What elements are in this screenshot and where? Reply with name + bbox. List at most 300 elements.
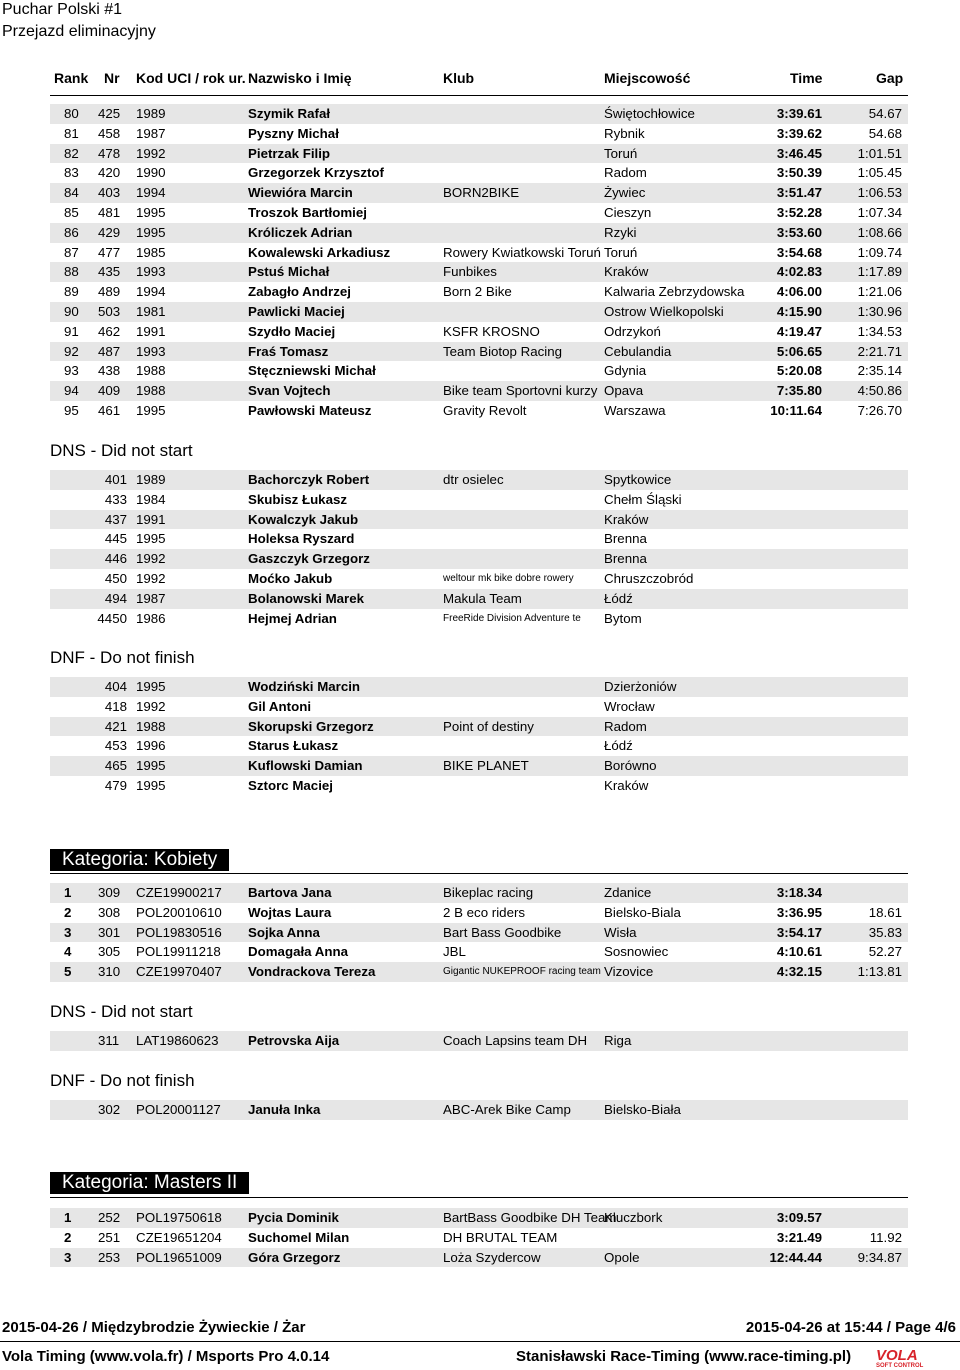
header-rule [50,95,908,96]
name-cell: Zabagło Andrzej [248,284,351,300]
table-row [50,124,908,144]
uci-cell: POL19750618 [136,1210,222,1225]
masters-results-table [50,1208,908,1267]
bib-cell: 435 [98,264,121,280]
table-row [50,401,908,421]
rank-cell: 5 [64,964,72,980]
uci-cell: POL20010610 [136,904,222,920]
col-name: Nazwisko i Imię [248,70,352,86]
bib-cell: 429 [98,224,121,240]
kobiety-rule [50,873,908,874]
uci-cell: CZE19970407 [136,964,222,980]
col-uci: Kod UCI / rok ur. [136,70,246,86]
bib-cell: 401 [104,472,127,487]
club-cell: Coach Lapsins team DH [443,1033,588,1048]
city-cell: Odrzykoń [604,323,661,339]
gap-cell: 7:26.70 [857,402,902,418]
bib-cell: 418 [104,698,127,714]
uci-cell: 1985 [136,244,166,260]
city-cell: Dzierżoniów [604,679,677,694]
bib-cell: 458 [98,125,121,141]
bib-cell: 403 [98,185,121,201]
city-cell: Riga [604,1033,632,1048]
club-cell: Team Biotop Racing [443,343,562,359]
table-row [50,549,908,569]
club-cell: Gravity Revolt [443,402,527,418]
rank-cell: 94 [64,383,79,399]
rank-cell: 83 [64,165,79,181]
name-cell: Skorupski Grzegorz [248,718,374,734]
name-cell: Svan Vojtech [248,383,331,399]
rank-cell: 80 [64,106,79,121]
gap-cell: 4:50.86 [857,383,902,399]
time-cell: 12:44.44 [769,1249,822,1265]
bib-cell: 409 [98,383,121,399]
city-cell: Kraków [604,777,649,793]
name-cell: Pyszny Michał [248,125,339,141]
time-cell: 3:46.45 [776,145,822,161]
bib-cell: 477 [98,244,121,260]
city-cell: Rzyki [604,224,637,240]
city-cell: Bielsko-Biała [604,1102,681,1117]
uci-cell: POL20001127 [136,1102,221,1117]
bib-cell: 494 [104,590,127,606]
uci-cell: POL19911218 [136,944,221,960]
club-cell: BORN2BIKE [443,185,520,201]
bib-cell: 433 [104,491,127,507]
uci-cell: 1990 [136,165,166,181]
city-cell: Kalwaria Zebrzydowska [604,284,745,300]
time-cell: 3:09.57 [776,1210,822,1225]
time-cell: 4:06.00 [776,284,822,300]
table-row [50,104,908,124]
club-cell: 2 B eco riders [443,904,526,920]
men-results-table [50,104,908,421]
time-cell: 4:02.83 [776,264,822,280]
city-cell: Radom [604,718,647,734]
table-row [50,697,908,717]
bib-cell: 420 [98,165,121,181]
footer-rule [0,1341,960,1342]
club-cell: Born 2 Bike [443,284,512,300]
uci-cell: 1994 [136,185,166,201]
col-club: Klub [443,70,475,86]
name-cell: Starus Łukasz [248,738,339,754]
uci-cell: 1995 [136,777,166,793]
name-cell: Grzegorzek Krzysztof [248,165,384,181]
gap-cell: 18.61 [868,904,902,920]
table-row [50,589,908,609]
rank-cell: 1 [64,885,72,900]
time-cell: 3:36.95 [776,904,822,920]
rank-cell: 90 [64,303,79,319]
bib-cell: 421 [104,718,127,734]
men-dnf-heading: DNF - Do not finish [50,648,195,667]
uci-cell: CZE19900217 [136,885,222,900]
table-row [50,1228,908,1248]
uci-cell: 1992 [136,570,166,586]
time-cell: 3:51.47 [776,185,822,201]
table-row [50,1248,908,1268]
name-cell: Hejmej Adrian [248,610,337,626]
table-row [50,361,908,381]
rank-cell: 1 [64,1210,72,1225]
gap-cell: 54.68 [868,125,902,141]
bib-cell: 252 [98,1210,121,1225]
gap-cell: 1:07.34 [857,204,902,220]
footer-software: Vola Timing (www.vola.fr) / Msports Pro 4.0.14 [2,1348,330,1365]
club-cell: Loża Szydercow [443,1249,541,1265]
city-cell: Sosnowiec [604,944,669,960]
table-row [50,203,908,223]
bib-cell: 445 [104,531,127,547]
time-cell: 10:11.64 [770,402,822,418]
table-row [50,1031,908,1051]
city-cell: Warszawa [604,402,666,418]
city-cell: Zdanice [604,885,652,900]
bib-cell: 481 [98,204,121,220]
uci-cell: 1981 [136,303,166,319]
gap-cell: 1:30.96 [857,303,902,319]
name-cell: Szymik Rafał [248,106,331,121]
kobiety-dns-table [50,1031,908,1051]
bib-cell: 310 [98,964,121,980]
name-cell: Kuflowski Damian [248,758,363,774]
bib-cell: 311 [98,1033,120,1048]
uci-cell: 1987 [136,590,166,606]
table-row [50,677,908,697]
name-cell: Króliczek Adrian [248,224,353,240]
bib-cell: 489 [98,284,121,300]
table-row [50,962,908,982]
rank-cell: 92 [64,343,79,359]
rank-cell: 88 [64,264,79,280]
bib-cell: 487 [98,343,121,359]
city-cell: Bielsko-Biala [604,904,681,920]
city-cell: Kraków [604,511,649,527]
table-row [50,470,908,490]
city-cell: Wisła [604,924,637,940]
time-cell: 3:50.39 [776,165,822,181]
uci-cell: 1988 [136,383,166,399]
bib-cell: 253 [98,1249,121,1265]
name-cell: Bolanowski Marek [248,590,365,606]
city-cell: Opava [604,383,644,399]
uci-cell: 1996 [136,738,166,754]
bib-cell: 465 [104,758,127,774]
name-cell: Sztorc Maciej [248,777,333,793]
uci-cell: 1991 [136,511,166,527]
club-cell: Gigantic NUKEPROOF racing team [443,966,601,978]
gap-cell: 1:34.53 [857,323,902,339]
gap-cell: 54.67 [868,106,902,121]
club-cell: DH BRUTAL TEAM [443,1229,558,1245]
name-cell: Januła Inka [248,1102,321,1117]
uci-cell: 1995 [136,224,166,240]
table-row [50,903,908,923]
uci-cell: 1984 [136,491,166,507]
gap-cell: 1:09.74 [857,244,902,260]
men-dns-heading: DNS - Did not start [50,441,193,460]
club-cell: BIKE PLANET [443,758,529,774]
city-cell: Gdynia [604,363,647,379]
club-cell: BartBass Goodbike DH Team [443,1210,617,1225]
time-cell: 5:20.08 [776,363,822,379]
rank-cell: 86 [64,224,79,240]
bib-cell: 309 [98,885,121,900]
name-cell: Bartova Jana [248,885,332,900]
bib-cell: 425 [98,106,121,121]
col-rank: Rank [54,70,89,86]
rank-cell: 4 [64,944,72,960]
rank-cell: 91 [64,323,79,339]
gap-cell: 35.83 [868,924,902,940]
city-cell: Spytkowice [604,472,672,487]
gap-cell: 1:01.51 [857,145,902,161]
gap-cell: 52.27 [868,944,902,960]
city-cell: Brenna [604,551,647,567]
bib-cell: 453 [104,738,127,754]
city-cell: Toruń [604,244,638,260]
city-cell: Chełm Śląski [604,491,682,507]
club-cell: Point of destiny [443,718,534,734]
rank-cell: 93 [64,363,79,379]
page-subtitle: Przejazd eliminacyjny [2,23,156,40]
name-cell: Kowalczyk Jakub [248,511,359,527]
gap-cell: 1:08.66 [857,224,902,240]
rank-cell: 3 [64,924,72,940]
name-cell: Holeksa Ryszard [248,531,355,547]
uci-cell: 1989 [136,106,166,121]
time-cell: 4:10.61 [776,944,822,960]
col-time: Time [790,70,823,86]
gap-cell: 1:05.45 [857,165,902,181]
rank-cell: 2 [64,1229,72,1245]
name-cell: Pstuś Michał [248,264,330,280]
table-row [50,569,908,589]
uci-cell: 1993 [136,264,166,280]
time-cell: 3:21.49 [776,1229,822,1245]
uci-cell: CZE19651204 [136,1229,222,1245]
table-row [50,1208,908,1228]
uci-cell: 1991 [136,323,166,339]
footer-event: 2015-04-26 / Międzybrodzie Żywieckie / Żar [2,1319,306,1336]
col-gap: Gap [876,70,904,86]
footer-page: 2015-04-26 at 15:44 / Page 4/6 [745,1319,956,1336]
city-cell: Rybnik [604,125,645,141]
bib-cell: 301 [98,924,121,940]
name-cell: Pawłowski Mateusz [248,402,372,418]
name-cell: Gaszczyk Grzegorz [248,551,370,567]
bib-cell: 4450 [97,610,127,626]
time-cell: 3:39.62 [776,125,822,141]
uci-cell: 1992 [136,551,166,567]
city-cell: Borówno [604,758,657,774]
uci-cell: POL19830516 [136,924,222,940]
uci-cell: LAT19860623 [136,1033,219,1048]
bib-cell: 404 [104,679,127,694]
gap-cell: 1:17.89 [857,264,902,280]
name-cell: Fraś Tomasz [248,343,329,359]
table-row [50,942,908,962]
club-cell: Rowery Kwiatkowski Toruń [443,244,601,260]
uci-cell: 1987 [136,125,166,141]
uci-cell: 1994 [136,284,166,300]
bib-cell: 251 [98,1229,121,1245]
kobiety-results-table [50,883,908,982]
col-city: Miejscowość [604,70,691,86]
city-cell: Cebulandia [604,343,672,359]
table-row [50,243,908,263]
gap-cell: 2:21.71 [857,343,902,359]
bib-cell: 302 [98,1102,121,1117]
time-cell: 4:15.90 [776,303,822,319]
bib-cell: 503 [98,303,121,319]
vola-logo [870,1346,958,1368]
time-cell: 3:54.17 [776,924,822,940]
name-cell: Troszok Bartłomiej [248,204,367,220]
table-row [50,776,908,796]
table-row [50,183,908,203]
table-row [50,717,908,737]
name-cell: Gil Antoni [248,698,312,714]
club-cell: ABC-Arek Bike Camp [443,1102,571,1117]
time-cell: 3:52.28 [776,204,822,220]
bib-cell: 478 [98,145,121,161]
uci-cell: POL19651009 [136,1249,222,1265]
name-cell: Pycia Dominik [248,1210,339,1225]
uci-cell: 1989 [136,472,166,487]
city-cell: Łódź [604,590,633,606]
men-dnf-table [50,677,908,796]
table-row [50,144,908,164]
uci-cell: 1992 [136,698,166,714]
uci-cell: 1995 [136,679,166,694]
name-cell: Wodziński Marcin [248,679,361,694]
vola-logo-text: VOLA [876,1347,918,1364]
bib-cell: 450 [104,570,127,586]
time-cell: 5:06.65 [776,343,822,359]
uci-cell: 1986 [136,610,166,626]
name-cell: Pietrzak Filip [248,145,331,161]
city-cell: Toruń [604,145,638,161]
table-row [50,322,908,342]
city-cell: Łódź [604,738,633,754]
club-cell: Funbikes [443,264,497,280]
club-cell: Bikeplac racing [443,885,534,900]
rank-cell: 81 [64,125,79,141]
bib-cell: 308 [98,904,121,920]
city-cell: Kluczbork [604,1210,663,1225]
category-kobiety-heading: Kategoria: Kobiety [50,849,229,871]
gap-cell: 1:21.06 [857,284,902,300]
name-cell: Domagała Anna [248,944,348,960]
table-row [50,529,908,549]
city-cell: Bytom [604,610,642,626]
name-cell: Szydło Maciej [248,323,336,339]
name-cell: Kowalewski Arkadiusz [248,244,391,260]
club-cell: Bart Bass Goodbike [443,924,562,940]
name-cell: Suchomel Milan [248,1229,350,1245]
gap-cell: 9:34.87 [857,1249,902,1265]
bib-cell: 479 [104,777,127,793]
city-cell: Brenna [604,531,647,547]
uci-cell: 1995 [136,531,166,547]
time-cell: 4:32.15 [776,964,822,980]
kobiety-dns-heading: DNS - Did not start [50,1002,193,1021]
club-cell: dtr osielec [443,472,504,487]
bib-cell: 461 [98,402,121,418]
table-row [50,510,908,530]
name-cell: Sojka Anna [248,924,320,940]
table-row [50,490,908,510]
name-cell: Góra Grzegorz [248,1249,341,1265]
city-cell: Wrocław [604,698,655,714]
name-cell: Wiewióra Marcin [248,185,353,201]
club-cell: FreeRide Division Adventure te [443,612,581,624]
name-cell: Vondrackova Tereza [248,964,376,980]
table-row [50,923,908,943]
table-row [50,883,908,903]
uci-cell: 1988 [136,363,166,379]
table-row [50,736,908,756]
gap-cell: 11.92 [869,1229,902,1245]
city-cell: Żywiec [604,185,646,201]
kobiety-dnf-table [50,1100,908,1120]
category-masters-heading: Kategoria: Masters II [50,1172,249,1194]
footer-timing: Stanisławski Race-Timing (www.race-timing.pl) [516,1348,852,1365]
time-cell: 4:19.47 [776,323,822,339]
city-cell: Vizovice [604,964,654,980]
club-cell: KSFR KROSNO [443,323,540,339]
table-row [50,282,908,302]
city-cell: Świętochłowice [604,106,695,121]
bib-cell: 446 [104,551,127,567]
gap-cell: 1:06.53 [857,185,902,201]
city-cell: Chruszczobród [604,570,694,586]
table-row [50,302,908,322]
vola-logo-subtext: SOFT CONTROL [876,1363,924,1368]
name-cell: Bachorczyk Robert [248,472,370,487]
kobiety-dnf-heading: DNF - Do not finish [50,1071,195,1090]
name-cell: Pawlicki Maciej [248,303,345,319]
time-cell: 7:35.80 [776,383,822,399]
rank-cell: 85 [64,204,79,220]
rank-cell: 82 [64,145,79,161]
page-title: Puchar Polski #1 [2,1,123,18]
name-cell: Moćko Jakub [248,570,333,586]
club-cell: Makula Team [443,590,522,606]
rank-cell: 3 [64,1249,72,1265]
city-cell: Ostrow Wielkopolski [604,303,724,319]
gap-cell: 2:35.14 [857,363,902,379]
city-cell: Radom [604,165,647,181]
gap-cell: 1:13.81 [857,964,902,980]
rank-cell: 84 [64,185,79,201]
men-dns-table [50,470,908,628]
uci-cell: 1992 [136,145,166,161]
table-row [50,609,908,629]
bib-cell: 438 [98,363,121,379]
uci-cell: 1993 [136,343,166,359]
name-cell: Petrovska Aija [248,1033,340,1048]
masters-rule [50,1197,908,1198]
city-cell: Cieszyn [604,204,652,220]
table-row [50,223,908,243]
table-row [50,342,908,362]
club-cell: Bike team Sportovni kurzy [443,383,598,399]
table-row [50,163,908,183]
